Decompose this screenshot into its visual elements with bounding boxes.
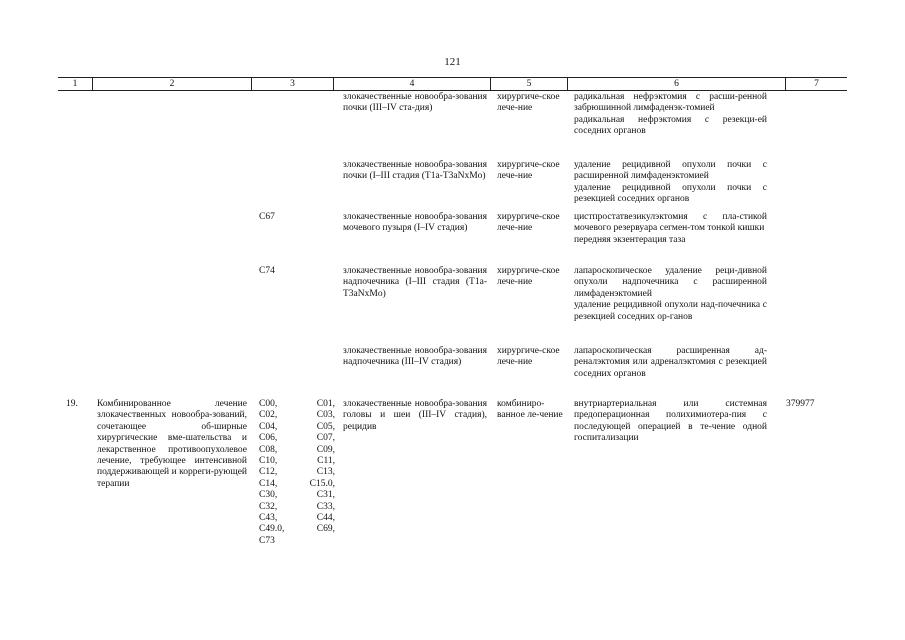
page-number: 121 (444, 56, 461, 68)
icd-code: C08, (259, 444, 278, 455)
disease-cell: злокачественные новообра-зования почки (I–III стадия (T1a-T3aNxMo) (343, 160, 487, 182)
disease-cell: злокачественные новообра-зования надпочечника (I–III стадия (T1a-T3aNxMo) (343, 266, 487, 299)
header-col-1: 1 (58, 78, 93, 90)
icd-code: C02, (259, 410, 278, 421)
treatment-method-cell: радикальная нефрэктомия с расши-ренной забрюшинной лимфаденэк-томией радикальная нефрэктомия с резекци-ей соседних органов (574, 92, 767, 137)
icd-code: C04, (259, 421, 278, 432)
row-number: 19. (66, 399, 78, 409)
header-col-3: 3 (252, 78, 334, 90)
icd-code: C00, (259, 399, 278, 409)
icd-code: C07, (316, 433, 335, 444)
disease-cell: злокачественные новообра-зования головы и шеи (III–IV стадия), рецидив (343, 399, 487, 432)
treatment-method-cell: лапароскопическое удаление реци-дивной опухоли надпочечника с расширенной лимфаденэктомией удаление рецидивной опухоли над-почечника с резекцией соседних ор-ганов (574, 266, 767, 322)
icd-code-list (259, 399, 335, 547)
icd-code: C03, (316, 410, 335, 421)
header-col-2: 2 (93, 78, 252, 90)
icd-code: C15.0, (309, 478, 335, 489)
icd-code-cell: C67 (259, 212, 275, 222)
header-col-7: 7 (814, 79, 819, 89)
disease-cell: злокачественные новообра-зования почки (III–IV ста-дия) (343, 92, 487, 114)
icd-code: C14, (259, 478, 278, 489)
treatment-method-cell: цистпростатвезикулэктомия с пла-стикой мочевого резервуара сегмен-том тонкой кишки передняя экзентерация таза (574, 212, 767, 245)
header-col-6: 6 (568, 78, 786, 90)
treatment-type-cell: комбиниро-ванное ле-чение (497, 399, 563, 421)
icd-code: C06, (259, 433, 278, 444)
icd-code: C49.0, (259, 524, 285, 535)
treatment-type-cell: хирургиче-ское лече-ние (497, 160, 560, 182)
disease-cell: злокачественные новообра-зования надпочечника (III–IV стадия) (343, 346, 487, 368)
icd-code-cell: C74 (259, 266, 275, 276)
disease-cell: злокачественные новообра-зования мочевого пузыря (I–IV стадия) (343, 212, 487, 234)
icd-code (299, 536, 335, 547)
header-col-4: 4 (334, 78, 491, 90)
icd-code: C44, (316, 513, 335, 524)
icd-code: C11, (317, 456, 335, 467)
treatment-method-cell: внутриартериальная или системная предоперационная полихимиотера-пия с последующей операцией в те-чение одной госпитализации (574, 399, 767, 444)
price-cell: 379977 (786, 399, 815, 409)
icd-code: C10, (259, 456, 278, 467)
icd-code: C12, (259, 467, 278, 478)
treatment-type-cell: хирургиче-ское лече-ние (497, 212, 560, 234)
icd-code: C30, (259, 490, 278, 501)
header-col-5: 5 (491, 78, 568, 90)
treatment-type-cell: хирургиче-ское лече-ние (497, 346, 560, 368)
treatment-type-cell: хирургиче-ское лече-ние (497, 92, 560, 114)
icd-code: C01, (316, 399, 335, 409)
icd-code: C13, (316, 467, 335, 478)
table-header-row (58, 77, 847, 91)
icd-code: C31, (316, 490, 335, 501)
icd-code: C09, (316, 444, 335, 455)
icd-code: C33, (316, 501, 335, 512)
icd-code: C43, (259, 513, 278, 524)
icd-code: C69, (316, 524, 335, 535)
treatment-type-cell: хирургиче-ское лече-ние (497, 266, 560, 288)
care-type-name: Комбинированное лечение злокачественных новообра-зований, сочетающее об-ширные хирургические вме-шательства и лекарственное противоопухолевое лечение, требующее интенсивной поддерживающей и корреги-рующей терапии (97, 399, 247, 489)
icd-code: C32, (259, 501, 278, 512)
treatment-method-cell: лапароскопическая расширенная ад-реналэктомия или адреналэктомия с резекцией соседних органов (574, 346, 767, 379)
treatment-method-cell: удаление рецидивной опухоли почки с расширенной лимфаденэктомией удаление рецидивной опухоли почки с резекцией соседних органов (574, 160, 767, 205)
icd-code: C73 (259, 535, 275, 546)
icd-code: C05, (316, 421, 335, 432)
